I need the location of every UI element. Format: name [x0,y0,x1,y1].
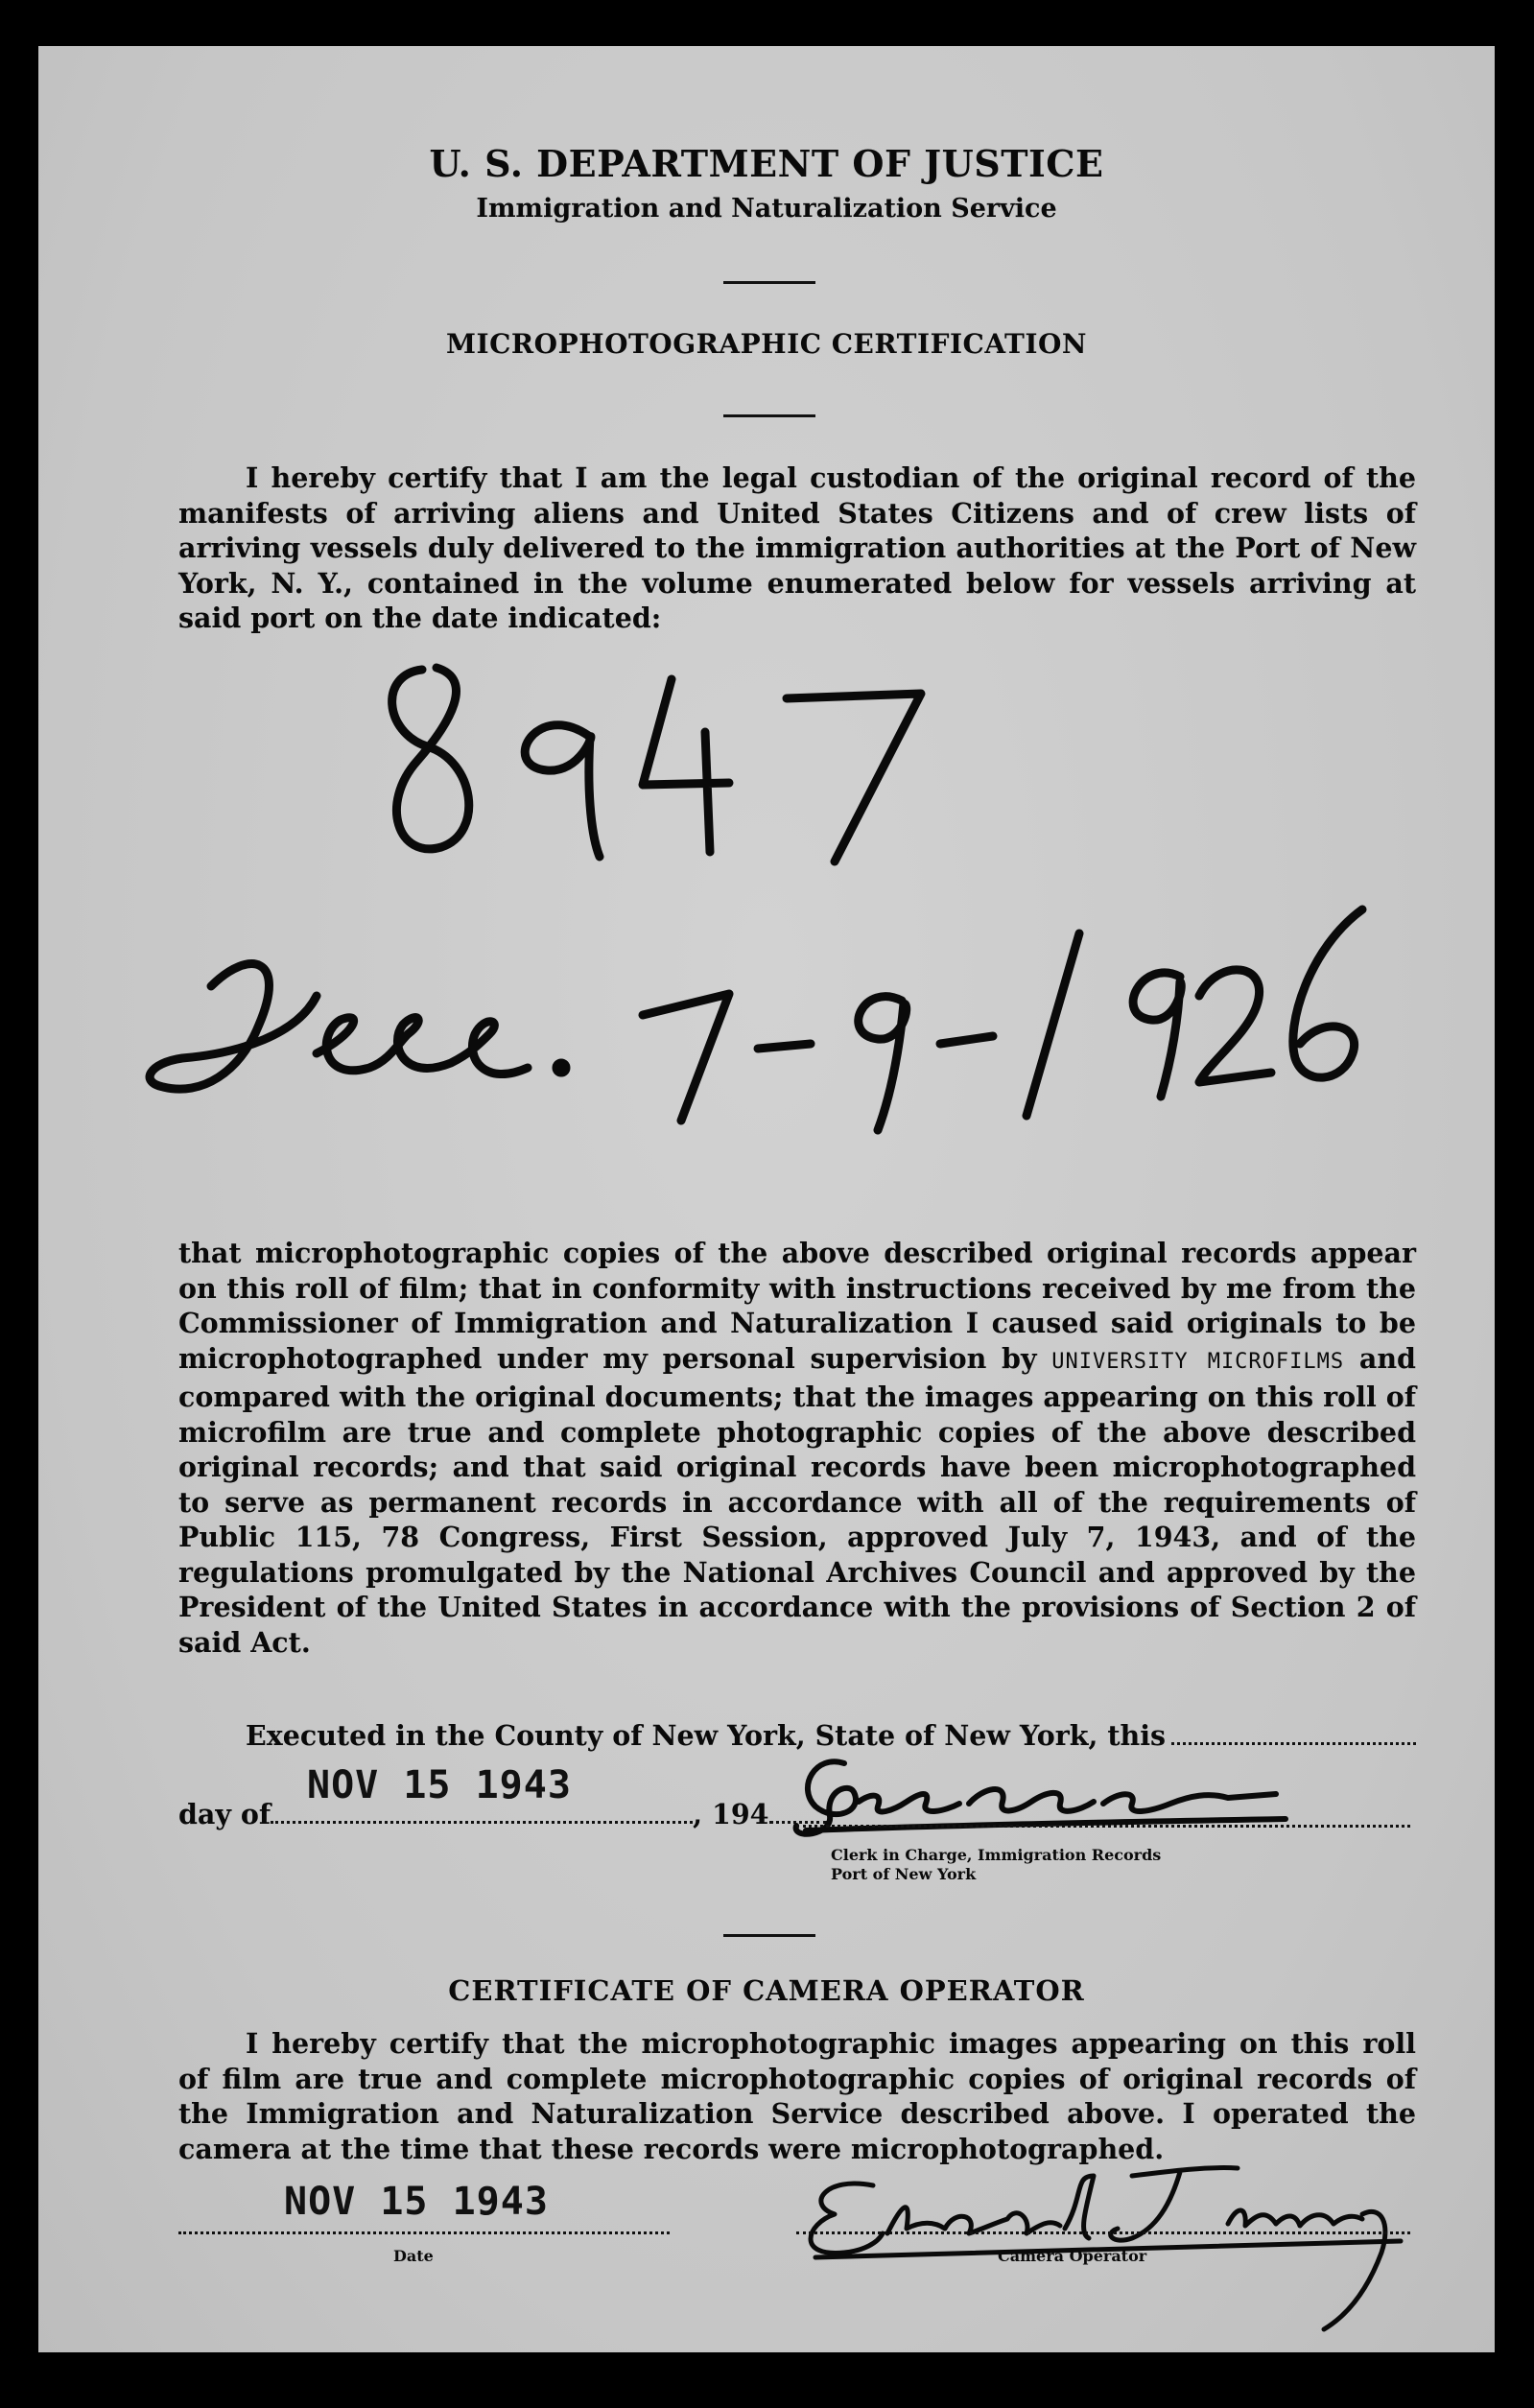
camera-certificate-heading: CERTIFICATE OF CAMERA OPERATOR [448,1974,1085,2007]
executed-text: Executed in the County of New York, State of New York, this [246,1719,1167,1752]
date-stamp: NOV 15 1943 [307,1763,572,1807]
typed-company-name: UNIVERSITY MICROFILMS [1051,1349,1345,1374]
certification-heading: MICROPHOTOGRAPHIC CERTIFICATION [446,328,1087,360]
statement-part-2: and compared with the original documents; that the images appearing on this roll of microfilm are true and complete photographic copies of the above described original records; and that said original records have been microphotographed to serve as permanent records in accordance with all of the requirements of Public 115, 78 Congress, First Session, approved July 7, 1943, and of the regulations promulgated by the National Archives Council and approved by the President of the United States in accordance with the provisions of Section 2 of said Act. [178,1341,1416,1659]
day-of-label: day of [178,1798,271,1830]
date-line [178,2231,670,2234]
certificate-page [38,46,1495,2352]
signer-title [831,1846,1161,1884]
dotted-line [271,1815,693,1824]
operator-signature-line [796,2231,1410,2234]
camera-operator-label: Camera Operator [998,2247,1147,2265]
handwritten-date [144,890,1420,1140]
custodian-statement: I hereby certify that I am the legal custodian of the original record of the manifests of arriving aliens and United States Citizens and of crew lists of arriving vessels duly delivered to the immigration authorities at the Port of New York, N. Y., contained in the volume enumerated below for vessels arriving at said port on the date indicated: [178,461,1416,634]
divider [723,281,815,284]
microphotography-statement [178,1236,1416,1660]
camera-date-stamp: NOV 15 1943 [284,2180,549,2224]
signature-line [796,1825,1410,1828]
date-label: Date [393,2247,434,2265]
signer-title-line-2: Port of New York [831,1865,977,1883]
department-subtitle: Immigration and Naturalization Service [476,194,1057,224]
divider [723,1934,815,1937]
camera-operator-statement: I hereby certify that the microphotographic images appearing on this roll of film are true and complete microphotographic copies of original records of the Immigration and Naturalization Service described above. I operated the camera at the time that these records were microphotographed. [178,2027,1416,2165]
year-label: , 194 [693,1798,769,1830]
clerk-signature [787,1735,1305,1850]
statement-part-1: that microphotographic copies of the above described original records appear on this roll of film; that in conformity with instructions received by me from the Commissioner of Immigration and Naturalization I caused said originals to be microphotographed under my personal supervision by [178,1237,1416,1375]
divider [723,414,815,417]
handwritten-volume [384,641,959,890]
signer-title-line-1: Clerk in Charge, Immigration Records [831,1846,1162,1864]
department-title: U. S. DEPARTMENT OF JUSTICE [429,142,1104,185]
camera-operator-signature [787,2137,1420,2349]
